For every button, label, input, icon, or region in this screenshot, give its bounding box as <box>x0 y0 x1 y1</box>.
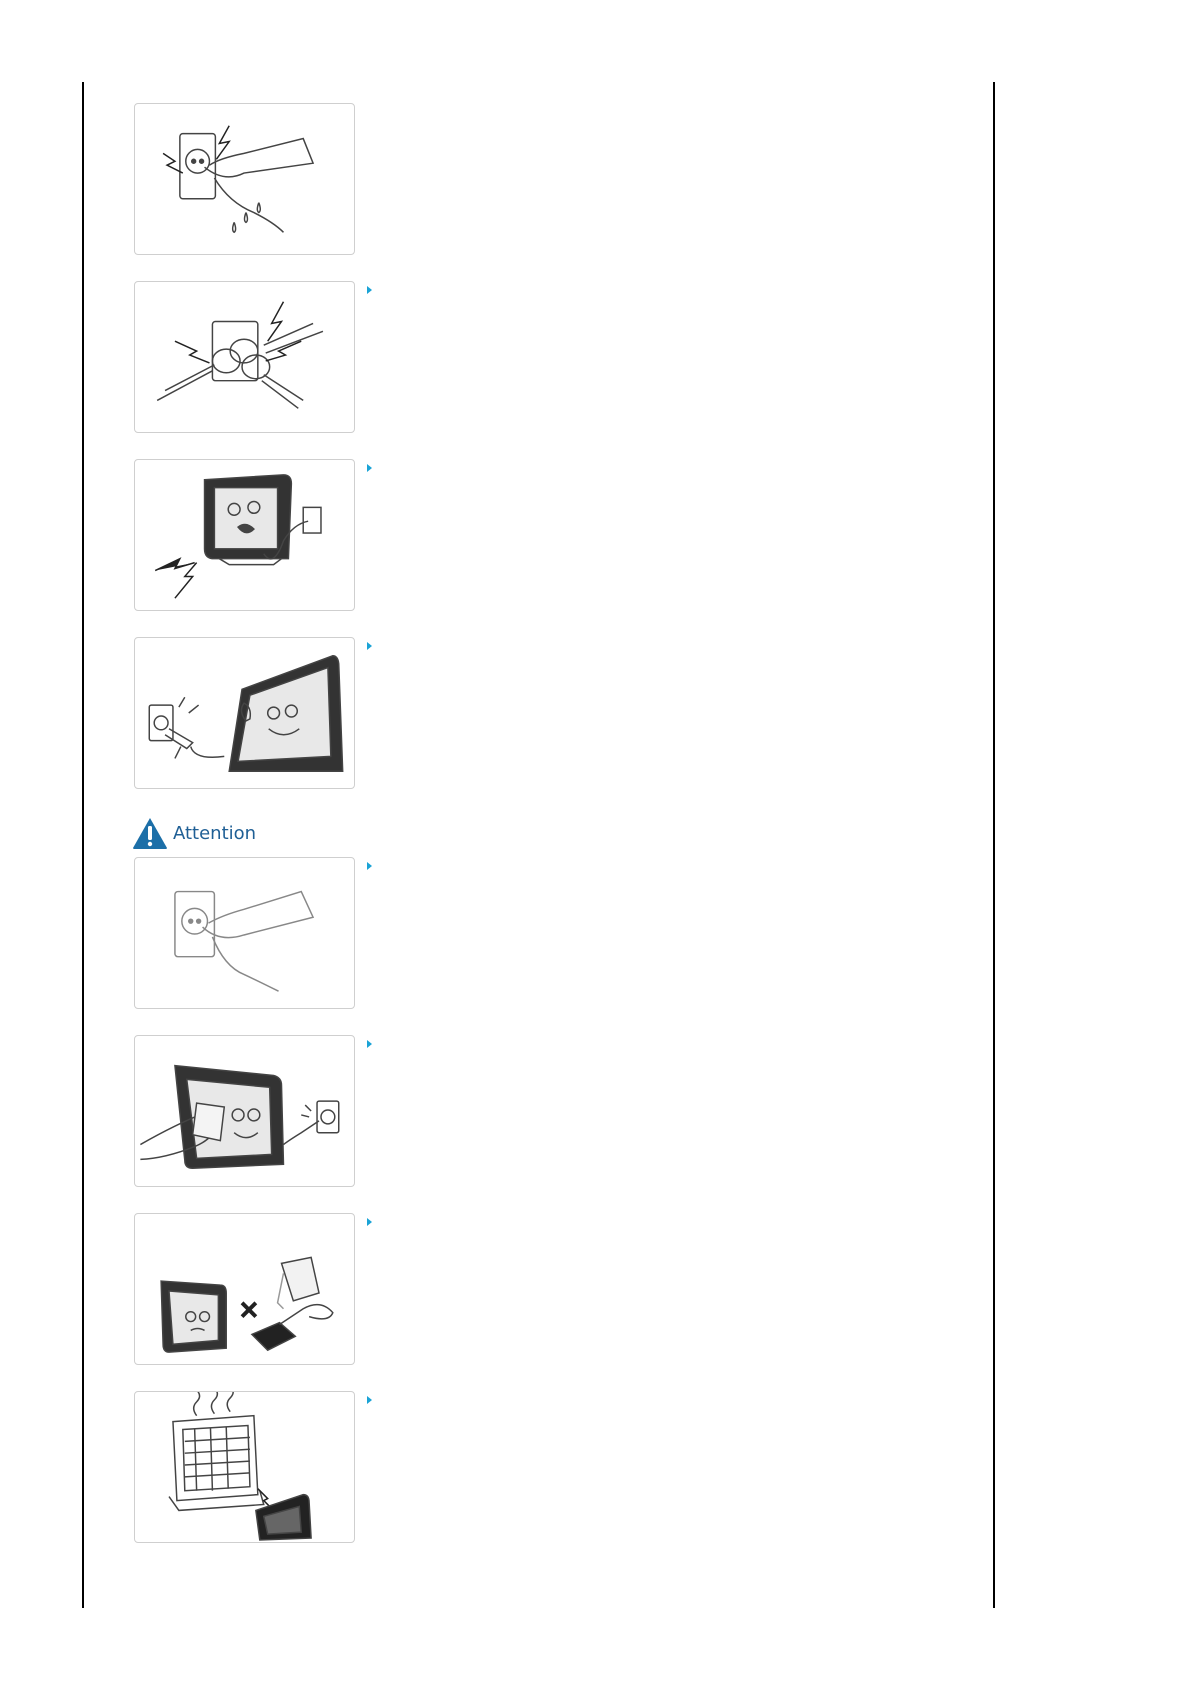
cleaning-frame-icon <box>135 1036 354 1186</box>
right-margin-rule <box>993 82 995 1608</box>
overloaded-outlet-icon <box>135 282 354 432</box>
illustration-unplug-before-cleaning <box>134 1035 355 1187</box>
damaged-cord-icon <box>135 460 354 610</box>
plug-firmly-icon <box>135 638 354 788</box>
bullet-arrow-icon <box>367 286 372 294</box>
bullet-arrow-icon <box>367 1218 372 1226</box>
bullet-arrow-icon <box>367 1396 372 1404</box>
heater-icon <box>135 1392 354 1542</box>
adapter-liquid-icon <box>135 1214 354 1364</box>
illustration-no-liquids-on-adapter <box>134 1213 355 1365</box>
attention-label: Attention <box>173 822 257 844</box>
illustration-hold-plug-when-removing <box>134 857 355 1009</box>
bullet-arrow-icon <box>367 642 372 650</box>
warning-triangle-icon <box>132 817 168 850</box>
wet-hand-plug-icon <box>135 104 354 254</box>
illustration-plug-inserted-firmly <box>134 637 355 789</box>
attention-heading <box>132 815 256 851</box>
illustration-overloaded-outlet <box>134 281 355 433</box>
illustration-wet-hands-plug <box>134 103 355 255</box>
left-margin-rule <box>82 82 84 1608</box>
hold-plug-icon <box>135 858 354 1008</box>
illustration-keep-away-from-heater <box>134 1391 355 1543</box>
illustration-damaged-cord <box>134 459 355 611</box>
bullet-arrow-icon <box>367 1040 372 1048</box>
bullet-arrow-icon <box>367 464 372 472</box>
bullet-arrow-icon <box>367 862 372 870</box>
